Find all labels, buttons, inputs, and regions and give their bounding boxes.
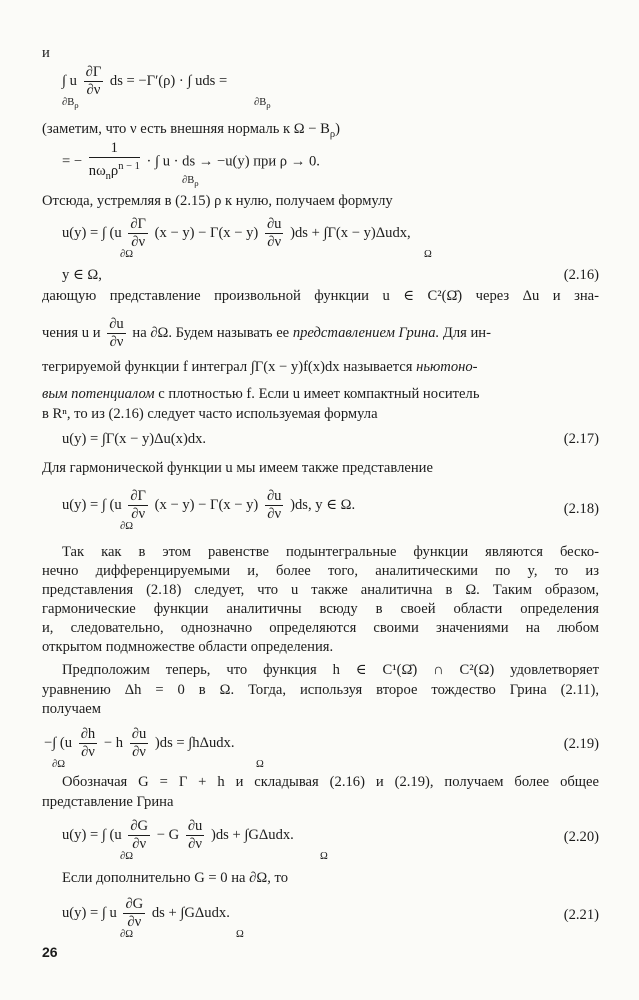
- integral-limit: $\partial B_\rho$: [182, 175, 199, 189]
- paragraph-line: Так как в этом равенстве подынтегральные функции являются беско-: [62, 544, 599, 560]
- integral-limit: Ω: [424, 249, 432, 260]
- equation-number: (2.16): [563, 267, 599, 283]
- fraction: $\frac{\partial u}{\partial\nu}$: [131, 726, 147, 760]
- equation-e2: = − $\frac{1}{n\omega_n\rho^{n - 1}}$ · ∫ u · ds → −u(y) при ρ → 0.: [62, 140, 320, 185]
- integral-limit: Ω: [256, 759, 264, 770]
- integral-limit: ∂Ω: [120, 929, 133, 940]
- text-line: Для гармонической функции u мы имеем также представление: [42, 460, 433, 476]
- text-line: в Rⁿ, то из (2.16) следует часто используемая формула: [42, 406, 378, 422]
- equation-number: (2.17): [563, 431, 599, 447]
- paragraph-line: и, следовательно, однозначно определяются своими значениями на любом: [42, 620, 599, 636]
- fraction: $\frac{\partial u}{\partial\nu}$: [266, 488, 282, 522]
- paragraph-line: открытом подмножестве области определения.: [42, 639, 334, 655]
- equation-e8: u(y) = ∫ u $\frac{\partial G}{\partial\nu}$ ds + ∫GΔudx.: [62, 896, 230, 930]
- text-line: и: [42, 45, 50, 61]
- equation-number: (2.20): [563, 829, 599, 845]
- integral-limit: ∂Ω: [52, 759, 65, 770]
- integral-limit: Ω: [236, 929, 244, 940]
- text-line: (заметим, что ν есть внешняя нормаль к $\Omega - B_\rho$): [42, 121, 341, 140]
- equation-e4: u(y) = ∫Γ(x − y)Δu(x)dx.: [62, 431, 207, 447]
- text-line: чения u и $\frac{\partial u}{\partial\nu}$ на ∂Ω. Будем называть ее представлением Грина. Для ин-: [42, 316, 491, 350]
- paragraph-line: Предположим теперь, что функция h ∈ C¹(Ω̄) ∩ C²(Ω) удовлетворяет: [62, 662, 599, 678]
- paragraph-line: получаем: [42, 701, 102, 717]
- integral-limit: ∂Ω: [120, 521, 133, 532]
- fraction: $\frac{\partial u}{\partial\nu}$: [266, 216, 282, 250]
- paragraph-line: уравнению Δh = 0 в Ω. Тогда, используя второе тождество Грина (2.11),: [42, 682, 599, 698]
- text-line: Отсюда, устремляя в (2.15) ρ к нулю, получаем формулу: [42, 193, 393, 209]
- fraction: $\frac{1}{n\omega_n\rho^{n - 1}}$: [88, 140, 140, 182]
- integral-limit: $\partial B_\rho$: [254, 97, 271, 111]
- fraction: $\frac{\partial\Gamma}{\partial\nu}$: [130, 216, 146, 250]
- text-line: вым потенциалом с плотностью f. Если u имеет компактный носитель: [42, 386, 480, 402]
- text-line: дающую представление произвольной функции u ∈ C²(Ω̄) через Δu и зна-: [42, 288, 599, 304]
- paragraph-line: нечно дифференцируемыми и, более того, аналитическими по y, то из: [42, 563, 599, 579]
- fraction: $\frac{\partial\Gamma}{\partial\nu}$: [85, 64, 102, 98]
- fraction: $\frac{\partial G}{\partial\nu}$: [125, 896, 144, 930]
- equation-e1: ∫ u $\frac{\partial\Gamma}{\partial\nu}$ ds = −Γ′(ρ) · ∫ uds =: [62, 64, 228, 98]
- integral-limit: ∂Ω: [120, 851, 133, 862]
- paragraph-line: представление Грина: [42, 794, 174, 810]
- fraction: $\frac{\partial\Gamma}{\partial\nu}$: [130, 488, 146, 522]
- paragraph-line: Если дополнительно G = 0 на ∂Ω, то: [62, 870, 289, 886]
- integral-limit: ∂Ω: [120, 249, 133, 260]
- equation-e7: u(y) = ∫ (u $\frac{\partial G}{\partial\nu}$ − G $\frac{\partial u}{\partial\nu}$ )ds + ∫GΔudx.: [62, 818, 294, 852]
- fraction: $\frac{\partial u}{\partial\nu}$: [109, 316, 124, 350]
- equation-e3: u(y) = ∫ (u $\frac{\partial\Gamma}{\partial\nu}$ (x − y) − Γ(x − y) $\frac{\partial u}{\partial\nu}$ )ds + ∫Γ(x − y)Δudx,: [62, 216, 411, 250]
- paragraph-line: гармонические функции аналитичны всюду в своей области определения: [42, 601, 599, 617]
- text-line: тегрируемой функции f интеграл ∫Γ(x − y)f(x)dx называется ньютоно-: [42, 359, 478, 375]
- equation-number: (2.19): [563, 736, 599, 752]
- fraction: $\frac{\partial h}{\partial\nu}$: [80, 726, 96, 760]
- integral-limit: $\partial B_\rho$: [62, 97, 79, 111]
- fraction: $\frac{\partial u}{\partial\nu}$: [187, 818, 203, 852]
- equation-e5: u(y) = ∫ (u $\frac{\partial\Gamma}{\partial\nu}$ (x − y) − Γ(x − y) $\frac{\partial u}{\partial\nu}$ )ds, y ∈ Ω.: [62, 488, 356, 522]
- equation-number: (2.18): [563, 501, 599, 517]
- equation-e6: −∫ (u $\frac{\partial h}{\partial\nu}$ − h $\frac{\partial u}{\partial\nu}$ )ds = ∫hΔudx.: [44, 726, 235, 760]
- integral-limit: Ω: [320, 851, 328, 862]
- page-number: 26: [42, 944, 58, 960]
- paragraph-line: Обозначая G = Γ + h и складывая (2.16) и (2.19), получаем более общее: [62, 774, 599, 790]
- equation-e3-domain: y ∈ Ω,: [62, 267, 102, 283]
- equation-number: (2.21): [563, 907, 599, 923]
- paragraph-line: представления (2.18) следует, что u также аналитична в Ω. Таким образом,: [42, 582, 599, 598]
- fraction: $\frac{\partial G}{\partial\nu}$: [130, 818, 149, 852]
